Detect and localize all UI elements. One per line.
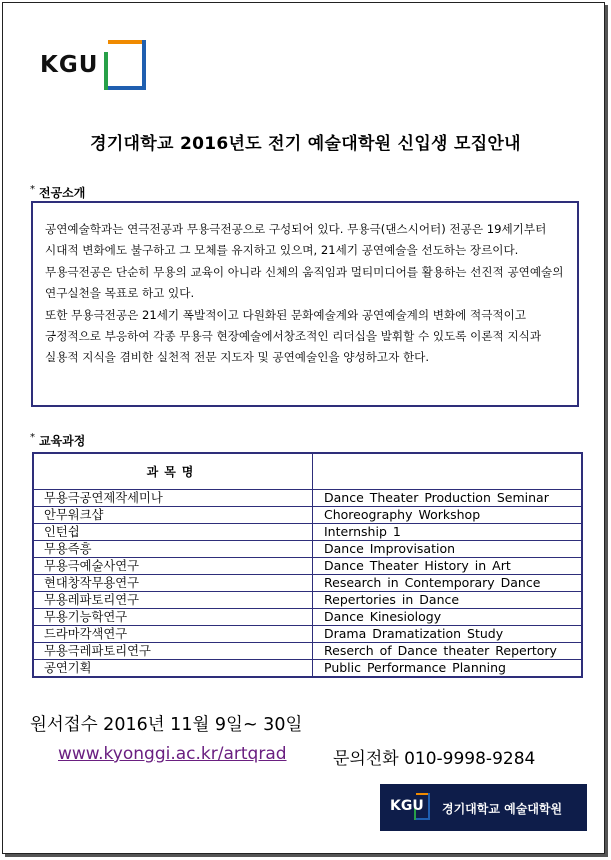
course-header-row bbox=[33, 453, 582, 490]
contact-phone: 문의전화 010-9998-9284 bbox=[333, 749, 536, 769]
course-name-ko: 공연기획 bbox=[33, 660, 313, 678]
course-name-en: Drama Dramatization Study bbox=[313, 626, 583, 643]
course-name-ko: 무용극공연제작세미나 bbox=[33, 490, 313, 507]
logo-text: KGU bbox=[40, 52, 99, 78]
page-title: 경기대학교 2016년도 전기 예술대학원 신입생 모집안내 bbox=[90, 134, 521, 154]
course-header-name: 과목명 bbox=[33, 453, 313, 490]
course-name-en: Dance Kinesiology bbox=[313, 609, 583, 626]
intro-paragraph-1: 공연예술학과는 연극전공과 무용극전공으로 구성되어 있다. 무용극(댄스시어터) 전공은 19세기부터 시대적 변화에도 불구하고 그 모체를 유지하고 있으며, 21세기 공연예술을 선도하는 장르이다. 무용극전공은 단순히 무용의 교육이 아니라 신체의 움직임과 멀티미디어를 활용하는 선진적 공연예술의 연구실천을 목표로 하고 있다. bbox=[45, 222, 564, 301]
banner-logo-text: KGU bbox=[390, 798, 424, 814]
course-name-ko: 무용기능학연구 bbox=[33, 609, 313, 626]
course-name-ko: 인턴쉽 bbox=[33, 524, 313, 541]
course-name-en: Public Performance Planning bbox=[313, 660, 583, 678]
course-name-en: Dance Theater Production Seminar bbox=[313, 490, 583, 507]
course-row bbox=[33, 592, 582, 609]
course-row bbox=[33, 524, 582, 541]
course-name-ko: 무용극레파토리연구 bbox=[33, 643, 313, 660]
course-table bbox=[32, 452, 583, 678]
course-row bbox=[33, 507, 582, 524]
section-label-intro: * 전공소개 bbox=[30, 184, 86, 200]
course-name-en: Repertories in Dance bbox=[313, 592, 583, 609]
course-row bbox=[33, 660, 582, 678]
course-name-ko: 무용즉흥 bbox=[33, 541, 313, 558]
course-row bbox=[33, 609, 582, 626]
section-label-course: * 교육과정 bbox=[30, 432, 86, 448]
course-name-en: Internship 1 bbox=[313, 524, 583, 541]
intro-paragraph-2: 또한 무용극전공은 21세기 폭발적이고 다원화된 문화예술계와 공연예술계의 변화에 적극적이고 긍정적으로 부응하여 각종 무용극 현장예술에서창조적인 리더십을 발휘할 수 있도록 이론적 지식과 실용적 지식을 겸비한 실천적 전문 지도자 및 공연예술인을 양성하고자 한다. bbox=[45, 307, 542, 365]
kgu-logo bbox=[38, 38, 150, 94]
course-name-ko: 현대창작무용연구 bbox=[33, 575, 313, 592]
course-header-english bbox=[313, 453, 583, 490]
course-name-ko: 드라마각색연구 bbox=[33, 626, 313, 643]
course-name-en: Dance Theater History in Art bbox=[313, 558, 583, 575]
footer-banner bbox=[380, 784, 587, 831]
course-name-en: Research in Contemporary Dance bbox=[313, 575, 583, 592]
course-name-ko: 안무워크샵 bbox=[33, 507, 313, 524]
intro-box bbox=[31, 201, 579, 407]
banner-text: 경기대학교 예술대학원 bbox=[442, 802, 563, 816]
course-name-ko: 무용레파토리연구 bbox=[33, 592, 313, 609]
course-row bbox=[33, 575, 582, 592]
website-link[interactable]: www.kyonggi.ac.kr/artqrad bbox=[58, 744, 287, 764]
course-name-en: Dance Improvisation bbox=[313, 541, 583, 558]
course-row bbox=[33, 558, 582, 575]
course-row bbox=[33, 541, 582, 558]
course-name-en: Reserch of Dance theater Repertory bbox=[313, 643, 583, 660]
course-row bbox=[33, 490, 582, 507]
course-row bbox=[33, 626, 582, 643]
course-row bbox=[33, 643, 582, 660]
application-period: 원서접수 2016년 11월 9일~ 30일 bbox=[30, 715, 303, 735]
course-name-en: Choreography Workshop bbox=[313, 507, 583, 524]
course-name-ko: 무용극예술사연구 bbox=[33, 558, 313, 575]
